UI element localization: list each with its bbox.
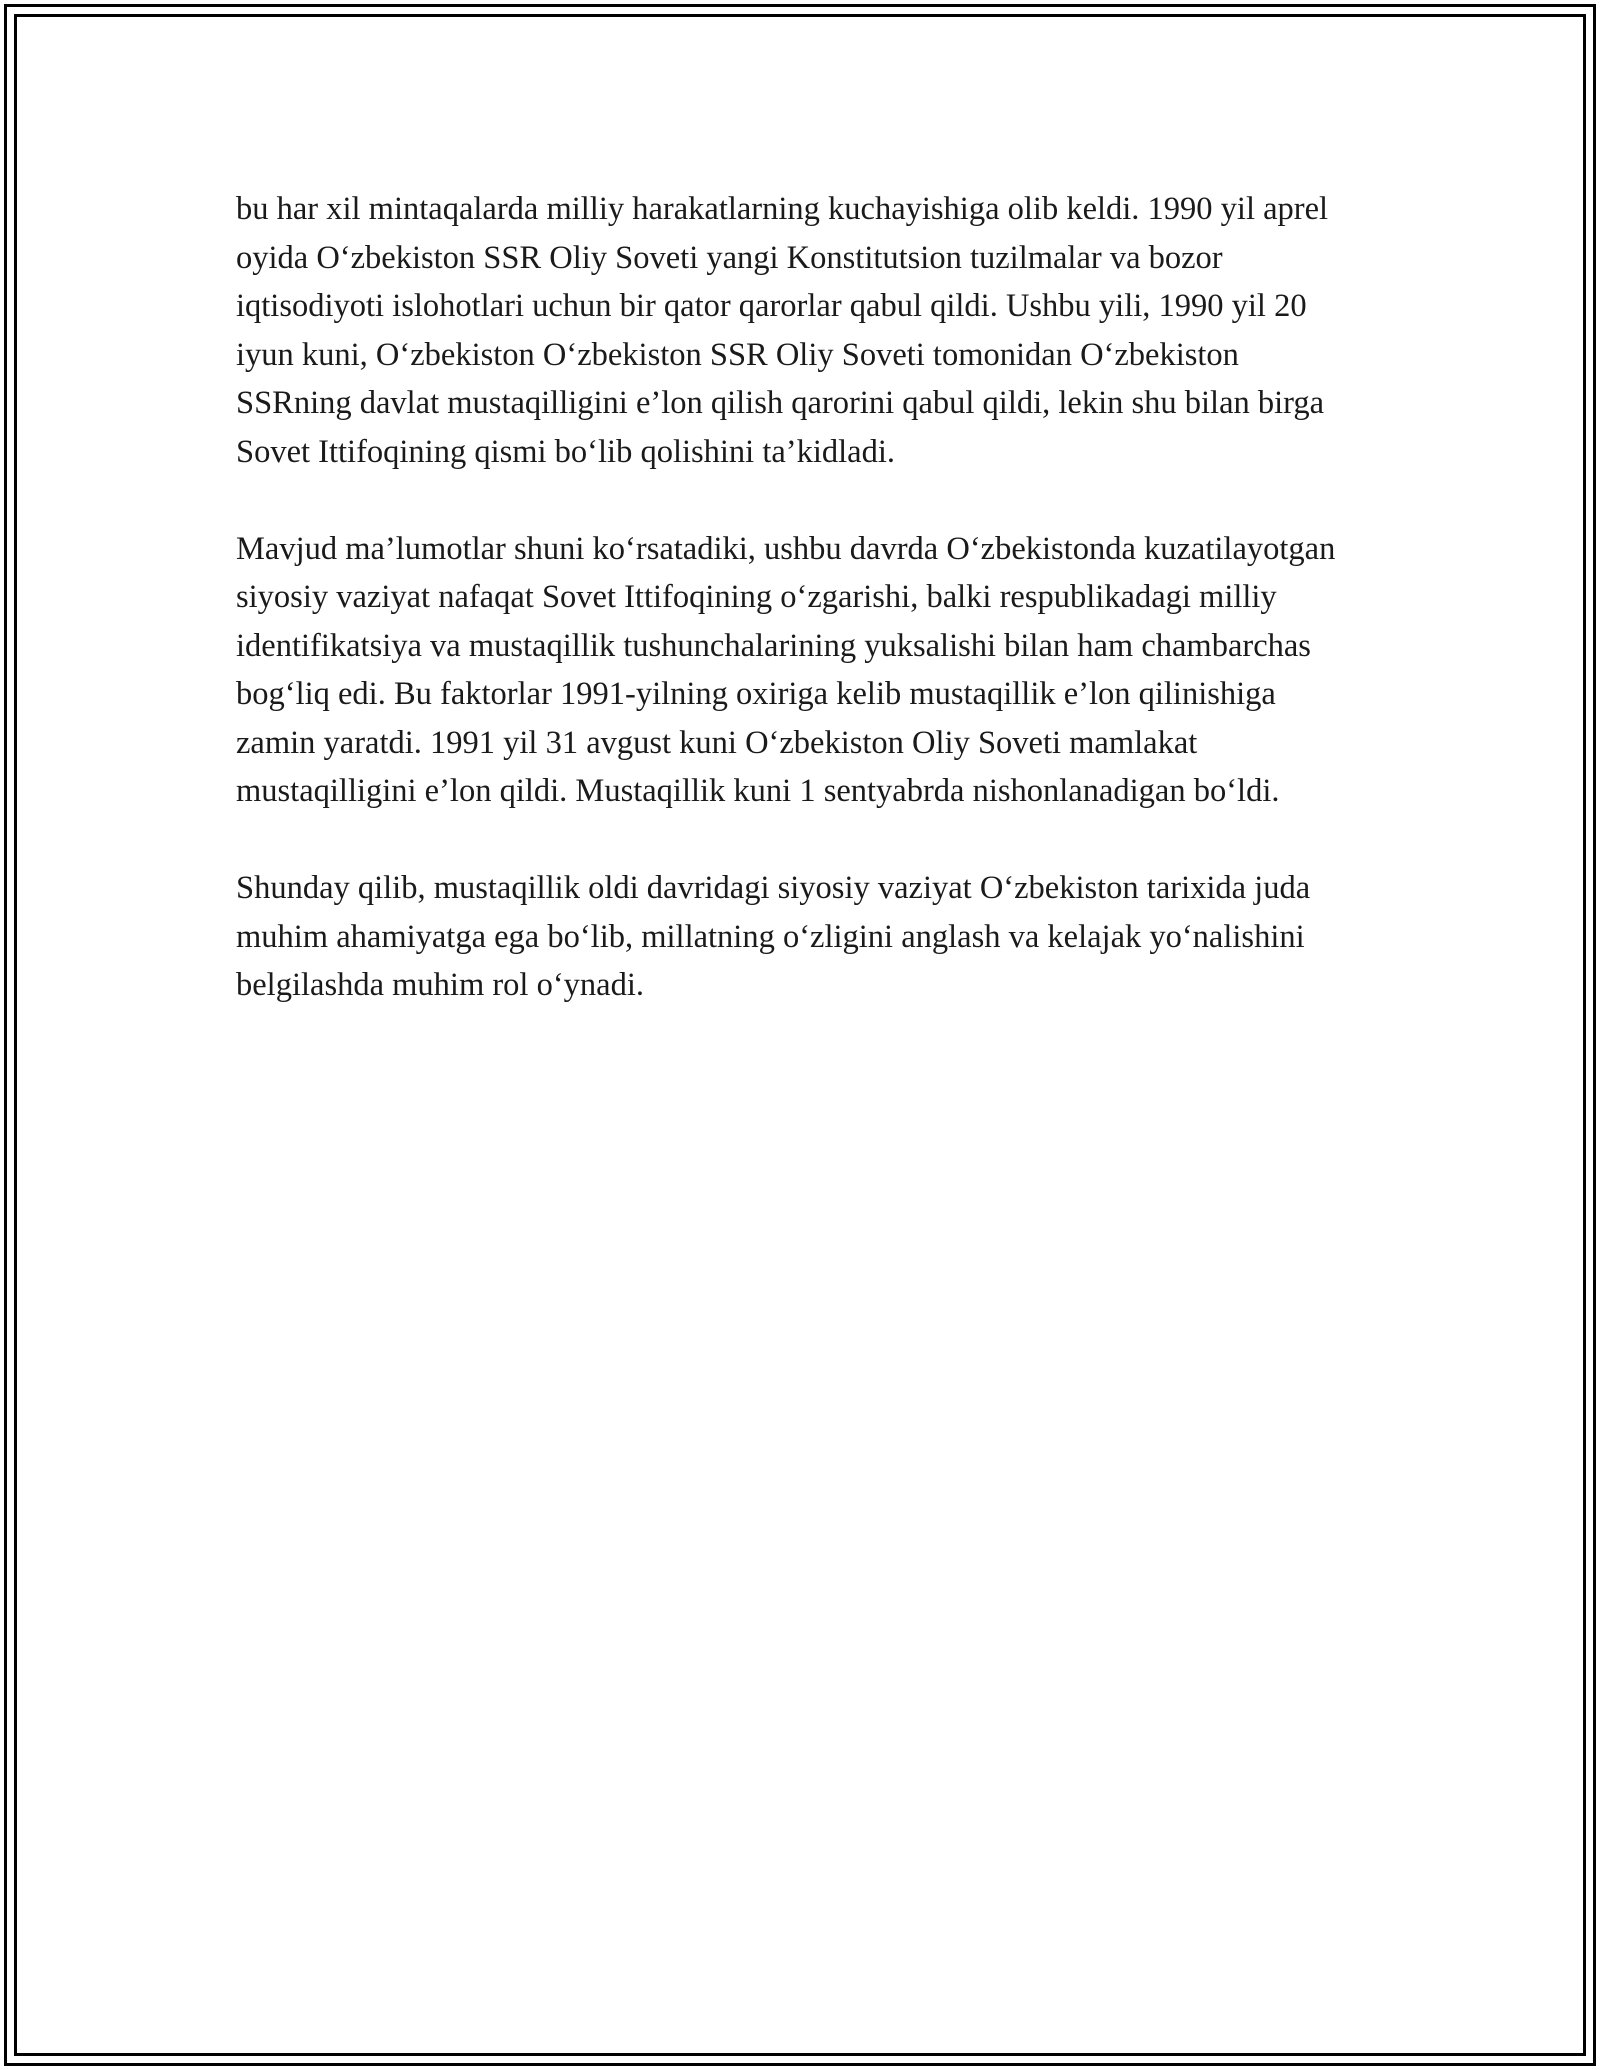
paragraph-3: Shunday qilib, mustaqillik oldi davridagi siyosiy vaziyat O‘zbekiston tarixida juda muhim ahamiyatga ega bo‘lib, millatning o‘zligini anglash va kelajak yo‘nalishini belgilashda muhim rol o‘ynadi. xyxy=(236,870,1311,1003)
paragraph-1: bu har xil mintaqalarda milliy harakatlarning kuchayishiga olib keldi. 1990 yil aprel oyida O‘zbekiston SSR Oliy Soveti yangi Konstitutsion tuzilmalar va bozor iqtisodiyoti islohotlari uchun bir qator qarorlar qabul qildi. Ushbu yili, 1990 yil 20 iyun kuni, O‘zbekiston O‘zbekiston SSR Oliy Soveti tomonidan O‘zbekiston SSRning davlat mustaqilligini e’lon qilish qarorini qabul qildi, lekin shu bilan birga Sovet Ittifoqining qismi bo‘lib qolishini ta’kidladi. xyxy=(236,191,1329,470)
paragraph-2: Mavjud ma’lumotlar shuni ko‘rsatadiki, ushbu davrda O‘zbekistonda kuzatilayotgan siyosiy vaziyat nafaqat Sovet Ittifoqining o‘zgarishi, balki respublikadagi milliy identifikatsiya va mustaqillik tushunchalarining yuksalishi bilan ham chambarchas bog‘liq edi. Bu faktorlar 1991-yilning oxiriga kelib mustaqillik e’lon qilinishiga zamin yaratdi. 1991 yil 31 avgust kuni O‘zbekiston Oliy Soveti mamlakat mustaqilligini e’lon qildi. Mustaqillik kuni 1 sentyabrda nishonlanadigan bo‘ldi. xyxy=(236,530,1336,809)
document-body xyxy=(236,185,1356,1058)
